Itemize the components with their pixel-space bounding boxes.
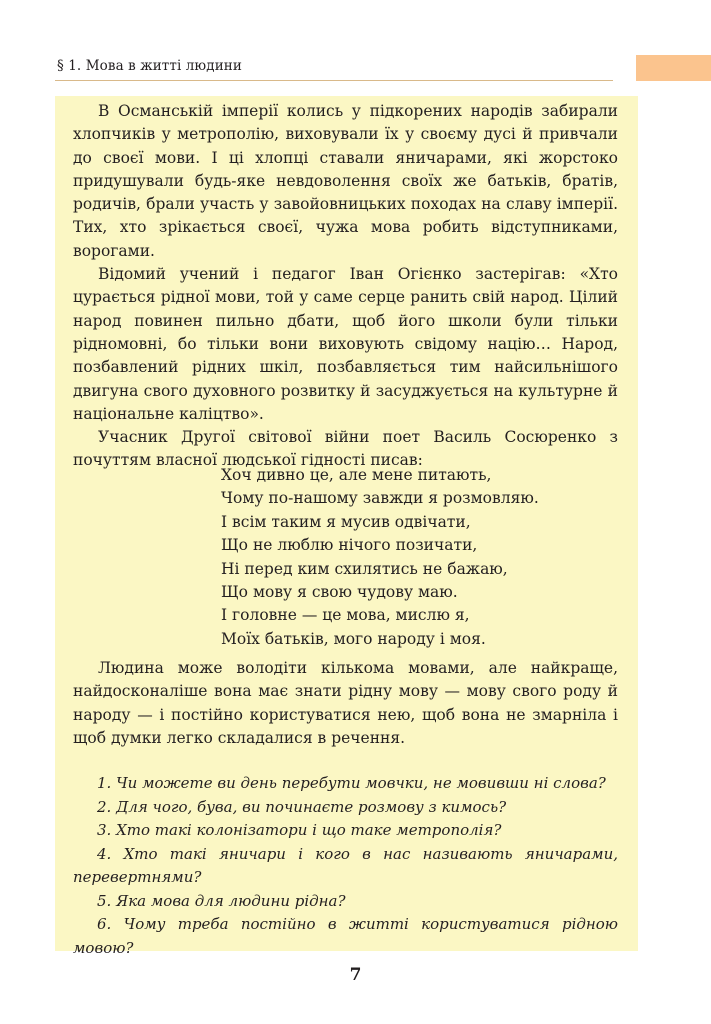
header-divider	[55, 80, 613, 81]
poem-line: Хоч дивно це, але мене питають,	[221, 466, 492, 484]
paragraph-ottoman: В Османській імперії колись у підкорених народів забирали хлопчиків у метрополію, виховували їх у своєму дусі й привчали до своєї мови. І ці хлопці ставали яничарами, які жорстоко придушували будь-яке невдоволення своїх же батьків, братів, родичів, брали участь у завойовницьких походах на славу імперії. Тих, хто зрікається своєї, чужа мова робить відступниками, ворогами.	[73, 102, 618, 260]
poem-line: Моїх батьків, мого народу і моя.	[221, 629, 486, 648]
question-item: 3. Хто такі колонізатори і що таке метрополія?	[97, 821, 502, 839]
page-edge-tab	[636, 55, 711, 81]
question-item: 5. Яка мова для людини рідна?	[97, 891, 346, 910]
section-title: § 1. Мова в житті людини	[57, 58, 242, 74]
questions-list	[73, 772, 618, 960]
poem-line: Чому по-нашому завжди я розмовляю.	[221, 489, 539, 508]
main-text	[73, 100, 618, 473]
poem-line: Ні перед ким схилятись не бажаю,	[221, 559, 508, 578]
page-number: 7	[349, 965, 362, 985]
poem-line: Що не люблю нічого позичати,	[221, 536, 478, 555]
closing-text	[73, 657, 618, 750]
paragraph-ohiienko-quote: Відомий учений і педагог Іван Огієнко застерігав: «Хто цурається рідної мови, той у саме серце ранить свій народ. Цілий народ повинен пильно дбати, щоб його школи були тільки рідномовні, бо тільки вони виховують свідому націю… Народ, позбавлений рідних шкіл, позбавляється тим найсильнішого двигуна свого духовного розвитку й засуджується на культурне й національне каліцтво».	[73, 265, 618, 423]
paragraph-closing: Людина може володіти кількома мовами, але найкраще, найдосконаліше вона має знати рідну мову — мову свого роду й народу — і постійно користуватися нею, щоб вона не змарніла і щоб думки легко складалися в речення.	[73, 659, 618, 747]
poem-line: І головне — це мова, мислю я,	[221, 606, 470, 625]
poem-line: Що мову я свою чудову маю.	[221, 583, 458, 602]
question-item: 2. Для чого, бува, ви починаєте розмову з кимось?	[97, 797, 507, 816]
poem	[221, 464, 539, 651]
poem-line: І всім таким я мусив одвічати,	[221, 512, 471, 531]
question-item: 6. Чому треба постійно в житті користуватися рідною мовою?	[73, 915, 618, 957]
question-item: 1. Чи можете ви день перебути мовчки, не мовивши ні слова?	[97, 774, 606, 792]
paragraph-sosiurenko-intro: Учасник Другої світової війни поет Василь Сосюренко з почуттям власної людської гідності писав:	[73, 428, 618, 470]
question-item: 4. Хто такі яничари і кого в нас називають яничарами, перевертнями?	[73, 844, 618, 886]
